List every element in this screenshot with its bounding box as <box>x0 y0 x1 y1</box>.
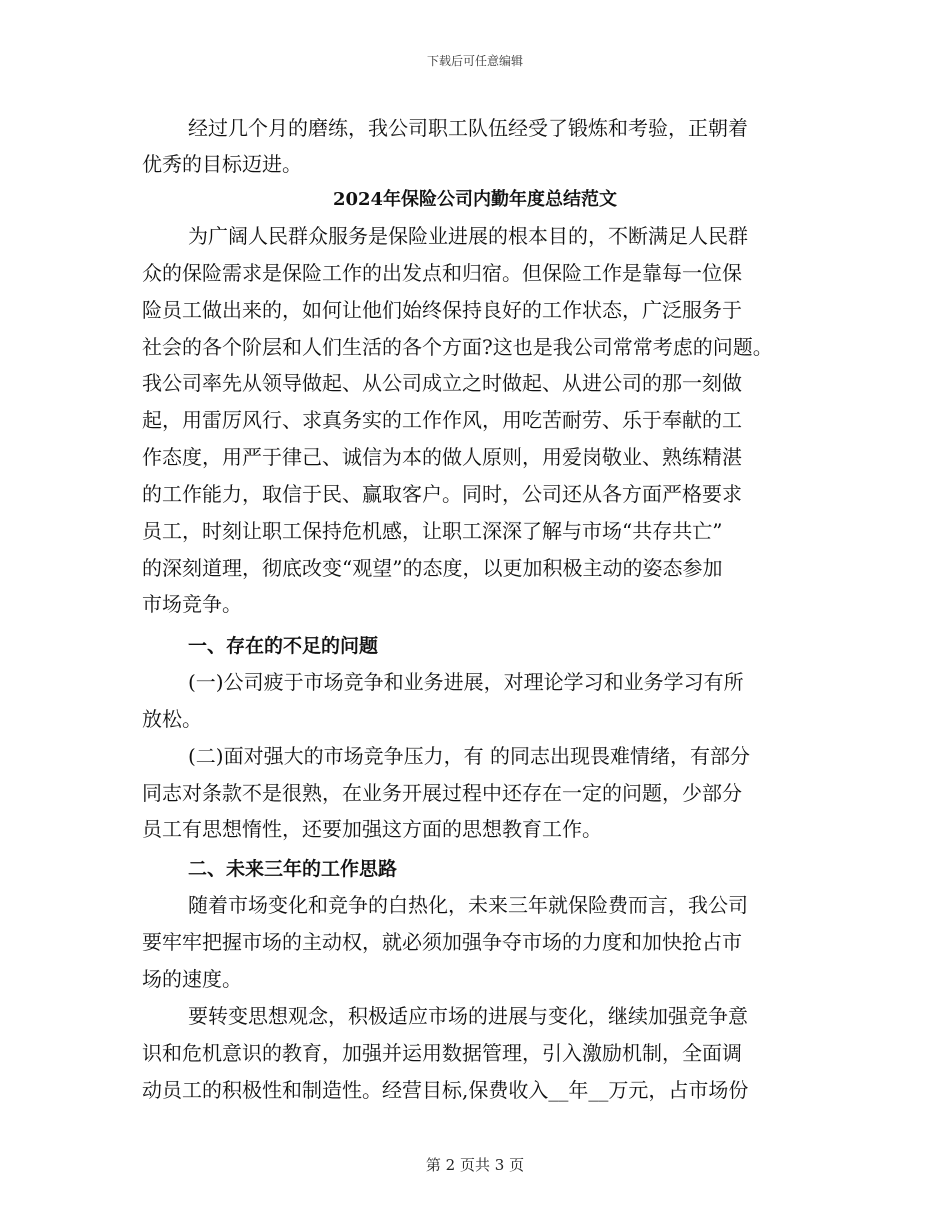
header-note: 下载后可任意编辑 <box>426 54 523 68</box>
page-number-footer: 第 2 页共 3 页 <box>425 1156 525 1174</box>
paragraph-line: 动员工的积极性和制造性。经营目标,保费收入__年__万元，占市场份 <box>142 1078 749 1102</box>
section-heading-1: 一、存在的不足的问题 <box>188 635 379 657</box>
paragraph-line: 我公司率先从领导做起、从公司成立之时做起、从进公司的那一刻做 <box>142 371 742 395</box>
section-heading-2: 二、未来三年的工作思路 <box>188 858 398 880</box>
paragraph-line: 员工，时刻让职工保持危机感，让职工深深了解与市场“共存共亡” <box>142 519 723 543</box>
paragraph-line: 险员工做出来的，如何让他们始终保持良好的工作状态，广泛服务于 <box>142 298 742 322</box>
paragraph-line: 为广阔人民群众服务是保险业进展的根本目的，不断满足人民群 <box>188 224 748 248</box>
paragraph-line: 放松。 <box>142 707 202 731</box>
paragraph-line: 识和危机意识的教育，加强并运用数据管理，引入激励机制，全面调 <box>142 1041 742 1065</box>
paragraph-line: 优秀的目标迈进。 <box>142 152 302 176</box>
paragraph-line: 的深刻道理，彻底改变“观望”的态度，以更加积极主动的姿态参加 <box>142 556 723 580</box>
paragraph-line: (二)面对强大的市场竞争压力，有 的同志出现畏难情绪，有部分 <box>188 744 750 768</box>
paragraph-line: 众的保险需求是保险工作的出发点和归宿。但保险工作是靠每一位保 <box>142 261 742 285</box>
paragraph-line: 员工有思想惰性，还要加强这方面的思想教育工作。 <box>142 817 602 841</box>
document-title: 2024年保险公司内勤年度总结范文 <box>332 189 618 210</box>
paragraph-line: 要牢牢把握市场的主动权，就必须加强争夺市场的力度和加快抢占市 <box>142 930 742 954</box>
paragraph-line: 社会的各个阶层和人们生活的各个方面?这也是我公司常常考虑的问题。 <box>142 335 773 359</box>
paragraph-line: 经过几个月的磨练，我公司职工队伍经受了锻炼和考验，正朝着 <box>188 116 748 140</box>
paragraph-line: 场的速度。 <box>142 967 242 991</box>
paragraph-line: 作态度，用严于律己、诚信为本的做人原则，用爱岗敬业、熟练精湛 <box>142 445 742 469</box>
paragraph-line: 要转变思想观念，积极适应市场的进展与变化，继续加强竞争意 <box>188 1004 748 1028</box>
paragraph-line: 市场竞争。 <box>142 592 242 616</box>
paragraph-line: 的工作能力，取信于民、赢取客户。同时，公司还从各方面严格要求 <box>142 482 742 506</box>
paragraph-line: (一)公司疲于市场竞争和业务进展，对理论学习和业务学习有所 <box>188 670 744 694</box>
paragraph-line: 同志对条款不是很熟，在业务开展过程中还存在一定的问题，少部分 <box>142 781 742 805</box>
paragraph-line: 随着市场变化和竞争的白热化，未来三年就保险费而言，我公司 <box>188 893 748 917</box>
paragraph-line: 起，用雷厉风行、求真务实的工作作风，用吃苦耐劳、乐于奉献的工 <box>142 408 742 432</box>
